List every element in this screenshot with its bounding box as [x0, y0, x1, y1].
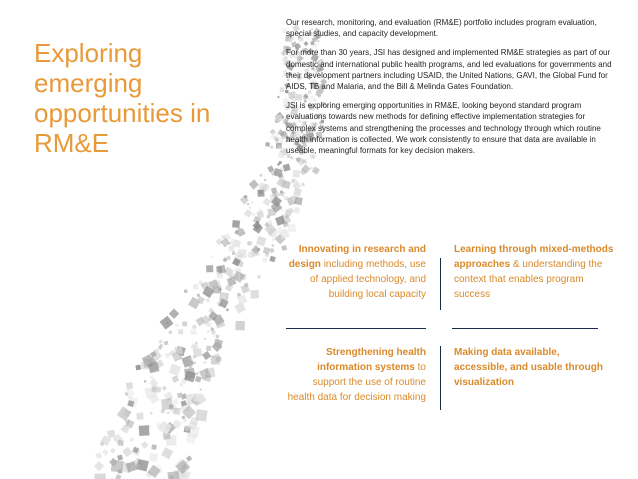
swirl-cube: [265, 142, 270, 147]
swirl-cube: [270, 145, 273, 148]
swirl-cube: [263, 247, 270, 254]
swirl-cube: [183, 419, 187, 423]
swirl-cube: [192, 324, 198, 330]
quadrant-innovating-text: including methods, use of applied technology, and building local capacity: [309, 259, 426, 300]
swirl-cube: [264, 179, 266, 181]
swirl-cube: [277, 96, 280, 99]
swirl-cube: [161, 447, 173, 459]
swirl-cube: [168, 330, 172, 334]
swirl-cube: [203, 337, 206, 340]
swirl-cube: [291, 178, 295, 182]
swirl-cube: [207, 330, 210, 333]
swirl-cube: [115, 474, 121, 479]
swirl-cube: [256, 221, 259, 224]
swirl-cube: [226, 285, 231, 290]
swirl-cube: [122, 447, 132, 457]
swirl-cube: [281, 209, 283, 211]
swirl-cube: [150, 375, 154, 379]
swirl-cube: [199, 388, 202, 391]
heading-line-4: RM&E: [34, 128, 110, 158]
swirl-cube: [293, 207, 301, 215]
swirl-cube: [228, 246, 234, 252]
swirl-cube: [247, 203, 250, 206]
swirl-cube: [206, 298, 210, 302]
swirl-cube: [126, 382, 133, 389]
intro-text: [286, 17, 616, 164]
swirl-cube: [117, 455, 123, 461]
swirl-cube: [216, 357, 221, 362]
heading-line-1: Exploring: [34, 38, 143, 68]
swirl-cube: [249, 206, 252, 209]
swirl-cube: [232, 220, 240, 228]
swirl-cube: [283, 164, 291, 172]
intro-paragraph-1: Our research, monitoring, and evaluation (RM&E) portfolio includes program evaluation, special studies, and capacity development.: [286, 18, 597, 39]
swirl-cube: [256, 236, 266, 246]
swirl-cube: [195, 409, 207, 421]
swirl-cube: [221, 293, 226, 298]
swirl-cube: [136, 412, 144, 420]
quadrant-strengthening: [286, 345, 426, 405]
heading-line-2: emerging: [34, 68, 143, 98]
swirl-cube: [155, 388, 159, 392]
divider-horizontal-left: [286, 328, 426, 329]
swirl-cube: [250, 290, 259, 299]
swirl-cube: [164, 341, 169, 346]
swirl-cube: [135, 365, 141, 371]
swirl-cube: [182, 321, 187, 326]
swirl-cube: [167, 411, 170, 414]
swirl-cube: [141, 441, 149, 449]
swirl-cube: [252, 213, 255, 216]
swirl-cube: [130, 438, 134, 442]
swirl-cube: [178, 329, 183, 334]
swirl-cube: [162, 385, 167, 390]
swirl-cube: [202, 351, 211, 360]
swirl-cube: [165, 353, 170, 358]
swirl-cube: [212, 334, 216, 338]
swirl-cube: [111, 460, 124, 473]
swirl-cube: [301, 183, 304, 186]
swirl-cube: [216, 335, 219, 338]
divider-vertical-bottom: [440, 346, 441, 410]
swirl-cube: [251, 200, 254, 203]
swirl-cube: [269, 256, 275, 262]
swirl-cube: [294, 197, 303, 206]
swirl-cube: [206, 346, 211, 351]
swirl-cube: [203, 360, 207, 364]
quadrant-learning: [454, 242, 614, 302]
swirl-cube: [226, 308, 229, 311]
swirl-cube: [172, 375, 180, 383]
swirl-cube: [288, 224, 296, 232]
quadrant-making-data: [454, 345, 614, 390]
page-heading: [34, 38, 254, 158]
swirl-cube: [257, 190, 264, 197]
swirl-cube: [235, 321, 245, 331]
swirl-cube: [310, 167, 313, 170]
swirl-cube: [173, 408, 180, 415]
swirl-cube: [181, 415, 185, 419]
swirl-cube: [169, 308, 179, 318]
swirl-cube: [249, 179, 259, 189]
heading-line-3: opportunities in: [34, 98, 211, 128]
swirl-cube: [107, 430, 116, 439]
swirl-cube: [184, 289, 188, 293]
swirl-cube: [279, 173, 284, 178]
swirl-cube: [195, 376, 202, 383]
swirl-cube: [244, 209, 253, 218]
swirl-cube: [169, 404, 174, 409]
swirl-cube: [144, 380, 147, 383]
swirl-cube: [280, 87, 285, 92]
swirl-cube: [196, 372, 199, 375]
swirl-cube: [195, 341, 198, 344]
swirl-cube: [139, 425, 150, 436]
swirl-cube: [151, 444, 156, 449]
intro-paragraph-2: For more than 30 years, JSI has designed and implemented RM&E strategies as part of our domestic and international public health programs, and led evaluations for governments and their development partners including USAID, the United Nations, GAVI, the Global Fund for AIDS, TB and Malaria, and the Bill & Melinda Gates Foundation.: [286, 48, 612, 92]
swirl-cube: [102, 449, 109, 456]
swirl-cube: [257, 275, 261, 279]
swirl-cube: [240, 264, 243, 267]
swirl-cube: [174, 346, 183, 355]
swirl-cube: [110, 448, 115, 453]
quadrant-innovating-title: Innovating in research and design: [288, 244, 426, 270]
swirl-cube: [263, 198, 272, 207]
swirl-cube: [95, 474, 106, 479]
quadrant-learning-text: & understanding the context that enables program success: [454, 259, 603, 300]
intro-paragraph-3: JSI is exploring emerging opportunities in RM&E, looking beyond standard program evaluations towards new methods for defining effective implementation strategies for complex systems and strengthening the processes and technology through which routine health information is collected. We work consistently to ensure that data are available in useable, meaningful formats for key decision makers.: [286, 101, 601, 156]
swirl-cube: [149, 453, 158, 462]
swirl-cube: [160, 344, 162, 346]
swirl-cube: [95, 452, 102, 459]
swirl-cube: [175, 323, 179, 327]
swirl-cube: [293, 188, 302, 197]
swirl-cube: [266, 215, 270, 219]
swirl-cube: [193, 284, 199, 290]
quadrant-strengthening-text: to support the use of routine health data for decision making: [287, 362, 426, 403]
swirl-cube: [158, 339, 163, 344]
swirl-cube: [262, 257, 267, 262]
swirl-cube: [278, 146, 282, 150]
quadrant-strengthening-title: Strengthening health information systems: [317, 347, 426, 373]
divider-vertical-top: [440, 258, 441, 310]
quadrant-innovating: [286, 242, 426, 302]
swirl-cube: [272, 238, 275, 241]
swirl-cube: [169, 364, 181, 376]
quadrant-learning-title: Learning through mixed-methods approaches: [454, 244, 614, 270]
swirl-cube: [194, 362, 196, 364]
swirl-cube: [173, 399, 179, 405]
swirl-cube: [94, 461, 104, 471]
swirl-cube: [257, 248, 260, 251]
swirl-cube: [180, 383, 183, 386]
swirl-cube: [279, 191, 285, 197]
swirl-cube: [284, 196, 288, 200]
swirl-cube: [118, 440, 124, 446]
swirl-cube: [271, 244, 274, 247]
swirl-cube: [275, 115, 282, 122]
swirl-cube: [206, 265, 213, 272]
swirl-cube: [259, 174, 262, 177]
swirl-cube: [167, 471, 180, 479]
swirl-cube: [150, 412, 153, 415]
quadrant-making-data-title: Making data available, accessible, and usable through visualization: [454, 347, 603, 388]
divider-horizontal-right: [452, 328, 598, 329]
swirl-cube: [292, 170, 300, 178]
swirl-cube: [211, 256, 213, 258]
swirl-cube: [232, 251, 236, 255]
